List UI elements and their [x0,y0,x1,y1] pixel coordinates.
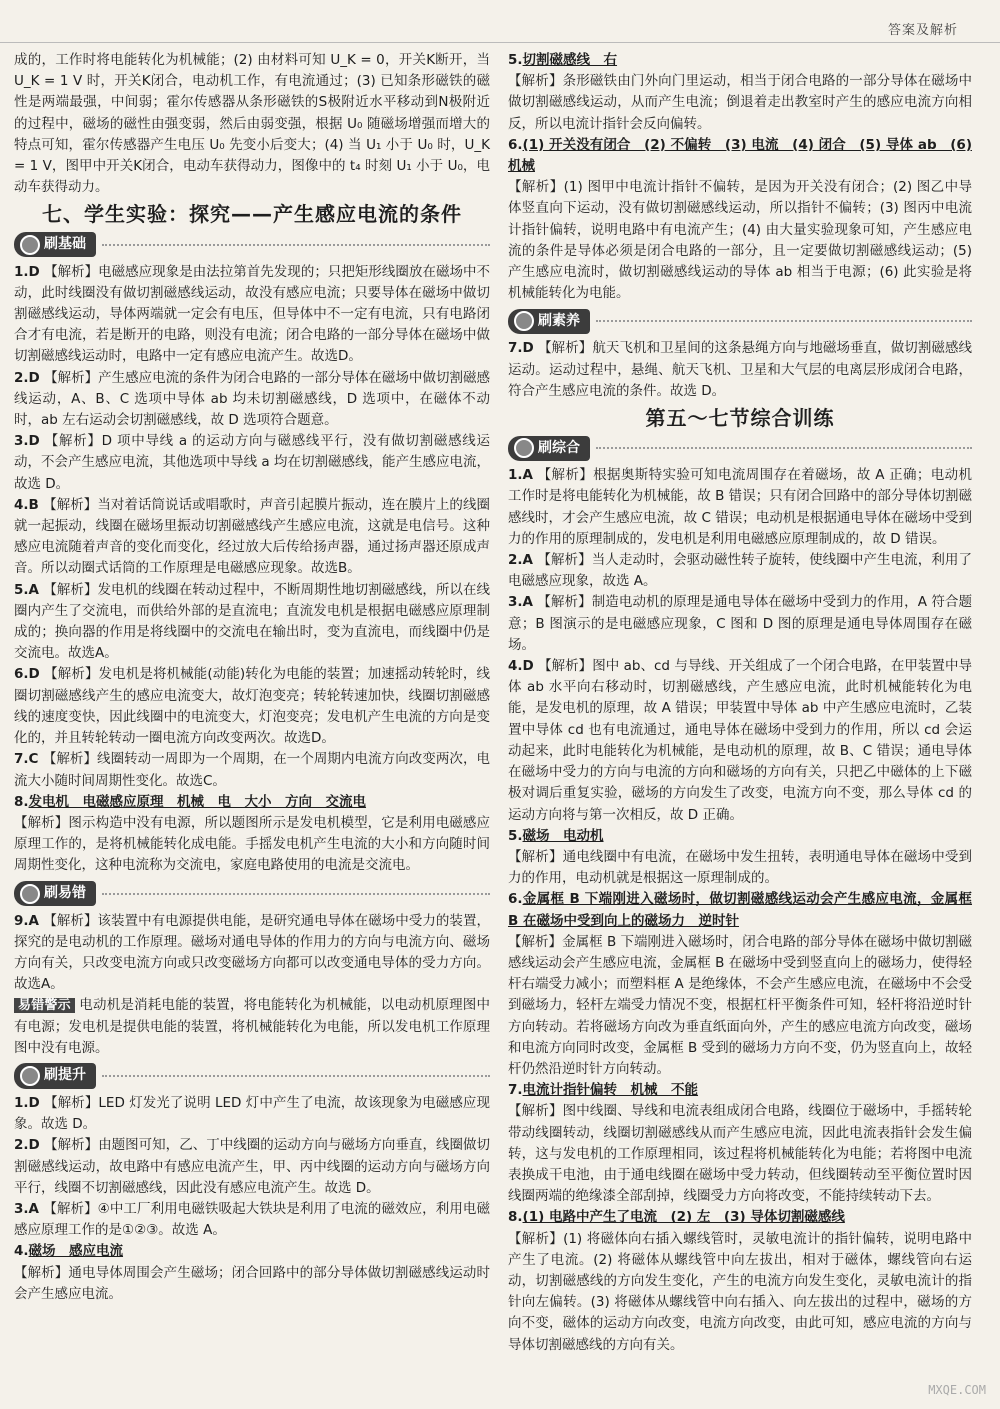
answer-item: 7.电流计指针偏转 机械 不能 [508,1082,699,1099]
basic-items [14,262,490,877]
answer-explanation: 【解析】图示构造中没有电源，所以题图所示是发电机模型，它是利用电磁感应原理工作的，是将机械能转化成电能。手摇发电机产生电流的大小和方向随时间周期性变化，这种电流称为交流电，家庭电路使用的电流是交流电。 [14,814,490,874]
answer-explanation: 【解析】通电导体周围会产生磁场；闭合回路中的部分导体做切割磁感线运动时会产生感应电流。 [14,1264,490,1302]
answer-item: 3.A 【解析】制造电动机的原理是通电导体在磁场中受到力的作用，A 符合题意；B 图演示的是电磁感应现象，C 图和 D 图的原理是通电导体周围存在磁场。 [508,594,973,653]
answer-item: 5.磁场 电动机 [508,827,604,844]
answer-item: 8.发电机 电磁感应原理 机械 电 大小 方向 交流电 [14,793,367,810]
brush-icon [514,438,534,458]
answer-item: 9.A 【解析】该装置中有电源提供电能，是研究通电导体在磁场中受力的装置，探究的是电动机的工作原理。磁场对通电导体的作用力的方向与电流方向、磁场方向有关，只改变电流方向或只改变磁场方向都可以改变通电导体的受力方向。故选A。 [14,912,491,993]
answer-item: 3.D 【解析】D 项中导线 a 的运动方向与磁感线平行，没有做切割磁感线运动，不会产生感应电流，其他选项中导线 a 均在切割磁感线，能产生感应电流，故选 D。 [14,433,490,492]
answer-item: 6.(1) 开关没有闭合 (2) 不偏转 (3) 电流 (4) 闭合 (5) 导体 ab (6) 机械 [508,136,972,175]
answer-item: 4.磁场 感应电流 [14,1243,124,1260]
badge-divider [102,893,490,895]
badge-row-literacy [508,308,972,334]
footer-watermark: MXQE.COM [928,1382,986,1397]
answer-item: 4.D 【解析】图中 ab、cd 与导线、开关组成了一个闭合电路，在甲装置中导体 ab 水平向右移动时，切割磁感线，产生感应电流，此时机械能转化为电能，是发电机的原理，故 A 错误；甲装置中导体 ab 中产生感应电流时，乙装置中导体 cd 也有电流通过，通电导体在磁场中受到力的作用，所以 cd 会运动起来，此时电能转化为机械能，是电动机的原理，故 B、C 错误；通电导体在磁场中受力的方向与电流的方向和磁场的方向有关，只把乙中磁体的上下磁极对调后重复实验，磁场的方向发生了改变，电流方向不变，那么导体 cd 的运动方向将与第一次相反，故 D 正确。 [508,658,972,823]
answer-explanation: 【解析】通电线圈中有电流，在磁场中发生扭转，表明通电导体在磁场中受到力的作用，电动机就是根据这一原理制成的。 [508,848,972,887]
right-column [508,50,972,1356]
badge-divider [102,244,490,246]
badge-row-comprehensive [508,435,972,461]
answer-item: 2.D 【解析】产生感应电流的条件为闭合电路的一部分导体在磁场中做切割磁感线运动，A、B、C 选项中导体 ab 均未切割磁感线，D 选项中，在磁体不动时，ab 左右运动会切割磁感线，故 D 选项符合题意。 [14,369,491,429]
answer-explanation: 【解析】图中线圈、导线和电流表组成闭合电路，线圈位于磁场中，手摇转轮带动线圈转动，线圈切割磁感线从而产生感应电流，因此电流表指针会发生偏转，这与发电机的工作原理相同，该过程将机械能转化为电能；若将图中电流表换成干电池，由于通电线圈在磁场中受力转动，但线圈转动至平衡位置时因线圈两端的绝缘漆全部刮掉，线圈受力方向将改变，不能持续转动下去。 [508,1103,972,1205]
answer-item: 1.A 【解析】根据奥斯特实验可知电流周围存在着磁场，故 A 正确；电动机工作时是将电能转化为机械能，故 B 错误；只有闭合回路中的部分导体切割磁感线时，才会产生感应电流，故 C 错误；电动机是根据通电导体在磁场中受到力的作用的原理制成的，发电机是利用电磁感应原理制成的，故 D 错误。 [508,467,972,547]
answer-item: 2.D 【解析】由题图可知，乙、丁中线圈的运动方向与磁场方向垂直，线圈做切割磁感线运动，故电路中有感应电流产生，甲、丙中线圈的运动方向与磁场方向平行，线圈不切割磁感线，因此没有感应电流产生。故选 D。 [14,1137,491,1196]
answer-item: 8.(1) 电路中产生了电流 (2) 左 (3) 导体切割磁感线 [508,1209,845,1226]
badge-row-error [14,881,490,907]
answer-item: 1.D 【解析】电磁感应现象是由法拉第首先发现的；只把矩形线圈放在磁场中不动，此时线圈没有做切割磁感线运动，故没有感应电流；只要导体在磁场中做切割磁感线运动，导体两端就一定会有电压，但导体中不一定有电流，只有电路闭合才有电流，若是断开的电路，则没有电流；闭合电路的一部分导体在磁场中做切割磁感线运动时，电路中一定有感应电流产生。故选D。 [14,263,491,365]
badge-divider [596,320,972,322]
brush-icon [20,235,40,255]
badge-row-advance [14,1063,490,1089]
badge-divider [596,447,972,449]
brush-icon [20,1066,40,1086]
answer-item: 7.C 【解析】线圈转动一周即为一个周期，在一个周期内电流方向改变两次，电流大小随时间周期性变化。故选C。 [14,751,491,789]
badge-advance: 刷提升 [14,1063,96,1088]
intro-paragraph: 成的，工作时将电能转化为机械能；(2) 由材料可知 U_K = 0，开关K断开，当 U_K = 1 V 时，开关K闭合，电动机工作，有电流通过；(3) 已知条形磁铁的磁性是两端最强，中间弱；霍尔传感器从条形磁铁的S极附近水平移动到N极附近的过程中，磁场的磁性由强变弱，然后由弱变强，根据 U₀ 随磁场增强而增大的特点可知，霍尔传感器产生电压 U₀ 先变小后变大；(4) 当 U₁ 小于 U₀ 时，U_K = 1 V，图甲中开关K闭合，电动车获得动力，图像中的 t₄ 时刻 U₁ 小于 U₀，电动车获得动力。 [14,52,490,196]
answer-item: 6.金属框 B 下端刚进入磁场时，做切割磁感线运动会产生感应电流，金属框 B 在磁场中受到向上的磁场力 逆时针 [508,891,972,929]
answer-explanation: 【解析】(1) 将磁体向右插入螺线管时，灵敏电流计的指针偏转，说明电路中产生了电流。(2) 将磁体从螺线管中向左拔出，相对于磁体，螺线管向右运动，切割磁感线的方向发生变化，产生的电流方向发生变化，灵敏电流计的指针向左偏转。(3) 将磁体从螺线管中向右插入、向左拔出的过程中，磁场的方向不变，磁体的运动方向改变，电流方向改变，由此可知，感应电流的方向与导体切割磁感线的方向有关。 [508,1230,972,1353]
badge-basic: 刷基础 [14,232,96,257]
badge-literacy: 刷素养 [508,309,590,334]
answer-explanation: 【解析】(1) 图甲中电流计指针不偏转，是因为开关没有闭合；(2) 图乙中导体竖直向下运动，没有做切割磁感线运动，所以指针不偏转；(3) 图丙中电流计指针偏转，说明电路中有电流产生；(4) 由大量实验现象可知，产生感应电流的条件是导体必须是闭合电路的一部分，且一定要做切割磁感线运动；(5) 产生感应电流时，做切割磁感线运动的导体 ab 相当于电源；(6) 此实验是将机械能转化为电能。 [508,179,972,302]
answer-explanation: 【解析】金属框 B 下端刚进入磁场时，闭合电路的部分导体在磁场中做切割磁感线运动会产生感应电流，金属框 B 在磁场中受到竖直向上的磁场力，使得轻杆右端受力减小；而塑料框 A 是绝缘体，不会产生感应电流，在磁场中不会受到磁场力，轻杆左端受力情况不变，根据杠杆平衡条件可知，轻杆将沿逆时针方向转动。若将磁场方向改为垂直纸面向外，产生的感应电流方向改变，磁场和电流方向同时改变，金属框 B 受到的磁场力方向不变，仍为竖直向上，故轻杆仍然沿逆时针方向转动。 [508,933,972,1077]
section-title-7: 七、学生实验：探究——产生感应电流的条件 [42,202,462,227]
answer-explanation: 【解析】条形磁铁由门外向门里运动，相当于闭合电路的一部分导体在磁场中做切割磁感线运动，从而产生电流；倒退着走出教室时产生的感应电流方向相反，所以电流计指针会反向偏转。 [508,73,972,132]
answer-item: 3.A 【解析】④中工厂利用电磁铁吸起大铁块是利用了电流的磁效应，利用电磁感应原理工作的是①②③。故选 A。 [14,1200,490,1239]
answer-item: 4.B 【解析】当对着话筒说话或唱歌时，声音引起膜片振动，连在膜片上的线圈就一起振动，线圈在磁场里振动切割磁感线产生感应电流，这就是电信号。这种感应电流随着声音的变化而变化，经过放大后传给扬声器，通过扬声器还原成声音。所以动圈式话筒的工作原理是电磁感应现象。故选B。 [14,496,491,577]
answer-item: 1.D 【解析】LED 灯发光了说明 LED 灯中产生了电流，故该现象为电磁感应现象。故选 D。 [14,1094,491,1133]
brush-icon [514,311,534,331]
answer-item: 5.切割磁感线 右 [508,52,618,68]
answer-item: 5.A 【解析】发电机的线圈在转动过程中，不断周期性地切割磁感线，所以在线圈内产生了交流电，而供给外部的是直流电；直流发电机是根据电磁感应原理制成的；换向器的作用是将线圈中的交流电在输出时，变为直流电，而线圈中仍是交流电。故选A。 [14,581,491,662]
badge-divider [102,1075,490,1077]
header-label: 答案及解析 [887,23,958,38]
badge-comprehensive: 刷综合 [508,436,590,461]
error-tip: 易错警示 电动机是消耗电能的装置，将电能转化为机械能，以电动机原理图中有电源；发电机是提供电能的装置，将机械能转化为电能，所以发电机工作原理图中没有电源。 [14,997,491,1056]
badge-error: 刷易错 [14,881,96,906]
left-column [14,50,490,1305]
answer-item: 6.D 【解析】发电机是将机械能(动能)转化为电能的装置；加速摇动转轮时，线圈切割磁感线产生的感应电流变大，故灯泡变亮；转轮转速加快，线圈切割磁感线的速度变快，因此线圈中的电流变大，灯泡变亮；发电机产生电流的方向是变化的，并且转轮转动一圈电流方向改变两次。故选D。 [14,666,490,747]
brush-icon [20,884,40,904]
tip-label: 易错警示 [14,998,75,1013]
page-header [0,0,1000,44]
header-divider [0,42,1000,43]
answer-item: 2.A 【解析】当人走动时，会驱动磁性转子旋转，使线圈中产生电流，利用了电磁感应现象，故选 A。 [508,552,973,590]
badge-row-basic [14,232,490,258]
answer-item: 7.D 【解析】航天飞机和卫星间的这条悬绳方向与地磁场垂直，做切割磁感线运动。运动过程中，悬绳、航天飞机、卫星和大气层的电离层形成闭合电路，符合产生感应电流的条件。故选 D。 [508,340,973,399]
section-title-review: 第五～七节综合训练 [645,406,835,431]
